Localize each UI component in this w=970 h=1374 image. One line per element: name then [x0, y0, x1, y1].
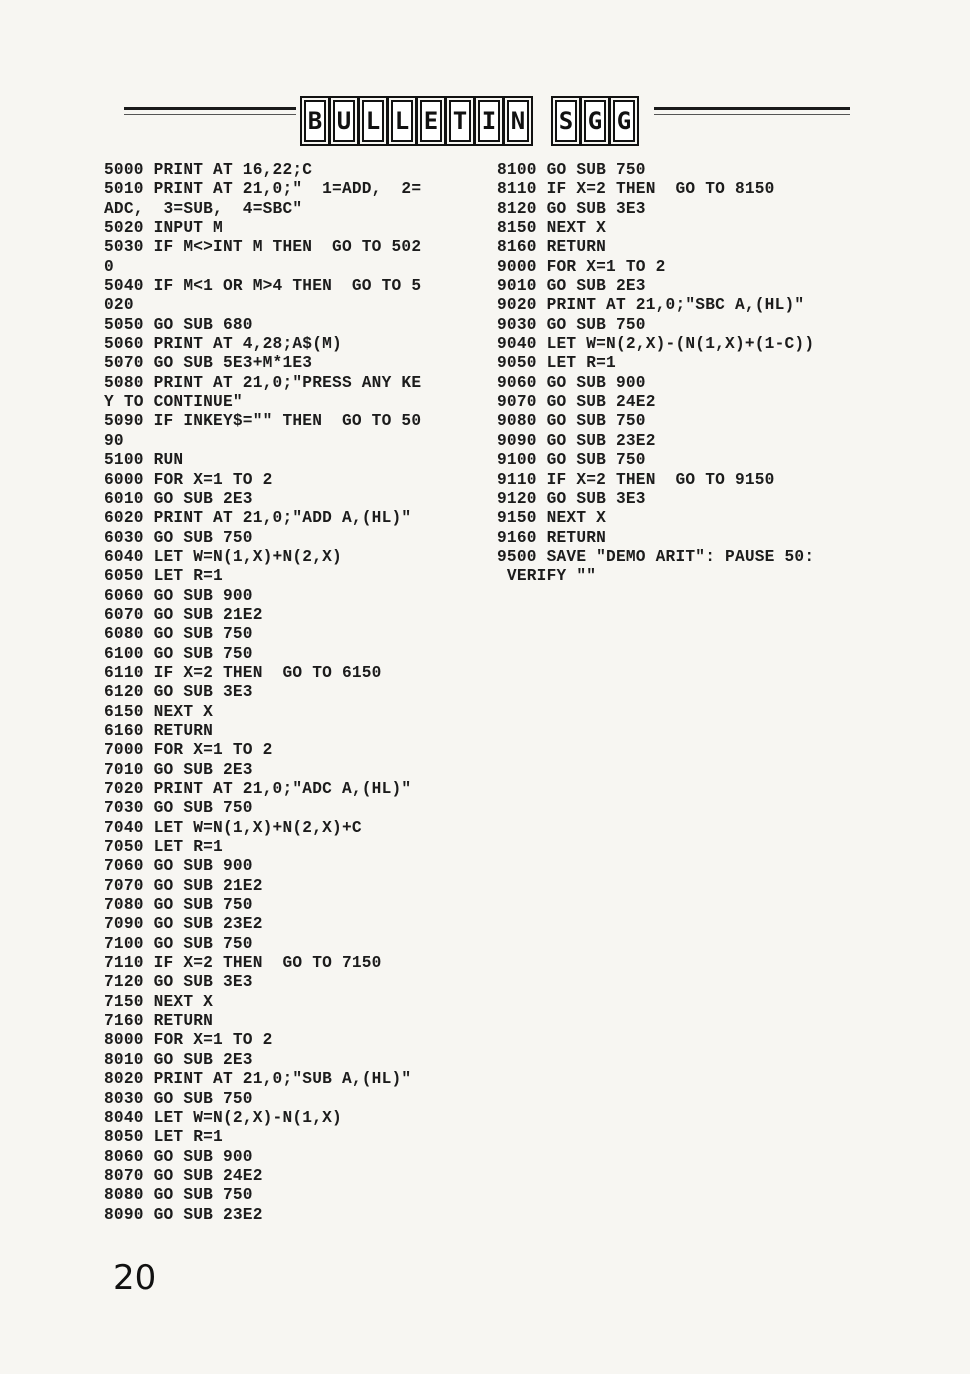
code-line: 9030 GO SUB 750 — [497, 315, 646, 334]
code-line: 7060 GO SUB 900 — [104, 857, 253, 876]
code-line: 7090 GO SUB 23E2 — [104, 915, 263, 934]
masthead-letter-tile: N — [507, 100, 529, 142]
code-line: 9040 LET W=N(2,X)-(N(1,X)+(1-C)) — [497, 335, 815, 354]
code-line: 7020 PRINT AT 21,0;"ADC A,(HL)" — [104, 780, 412, 798]
code-line: 5050 GO SUB 680 — [104, 315, 253, 334]
masthead-word — [302, 96, 531, 146]
code-line: 8000 FOR X=1 TO 2 — [104, 1031, 273, 1050]
code-line: 8020 PRINT AT 21,0;"SUB A,(HL)" — [104, 1070, 412, 1089]
code-line: 9110 IF X=2 THEN GO TO 9150 — [497, 470, 775, 489]
masthead-letter-tile: G — [613, 100, 635, 142]
code-listing-left-column — [104, 161, 489, 1225]
masthead-letter-tile: S — [555, 100, 577, 142]
masthead-letter-tile: G — [584, 100, 606, 142]
code-line: 0 — [104, 257, 114, 276]
page-number: 20 — [113, 1258, 157, 1298]
code-line: 9500 SAVE "DEMO ARIT": PAUSE 50: — [497, 547, 815, 566]
code-line: 7040 LET W=N(1,X)+N(2,X)+C — [104, 818, 362, 837]
code-line: 9150 NEXT X — [497, 509, 607, 528]
masthead-letter-tile: U — [333, 100, 355, 142]
code-line: 9160 RETURN — [497, 528, 607, 547]
masthead-letter-tile: B — [304, 100, 326, 142]
code-line: 6080 GO SUB 750 — [104, 625, 253, 644]
masthead-banner — [302, 96, 637, 146]
code-line: 9070 GO SUB 24E2 — [497, 393, 656, 412]
masthead-rule-right — [654, 107, 850, 110]
masthead-letter-tile: E — [420, 100, 442, 142]
masthead-letter-tile: I — [478, 100, 500, 142]
code-line: 7000 FOR X=1 TO 2 — [104, 741, 273, 760]
code-line: 8050 LET R=1 — [104, 1128, 223, 1147]
bulletin-masthead — [124, 96, 850, 146]
code-line: 020 — [104, 296, 134, 315]
code-line: 6020 PRINT AT 21,0;"ADD A,(HL)" — [104, 509, 412, 528]
code-line: 8040 LET W=N(2,X)-N(1,X) — [104, 1108, 342, 1127]
code-line: 8070 GO SUB 24E2 — [104, 1166, 263, 1185]
code-line: 5010 PRINT AT 21,0;" 1=ADD, 2= — [104, 180, 422, 199]
code-line: 5100 RUN — [104, 451, 184, 470]
code-line: 5090 IF INKEY$="" THEN GO TO 50 — [104, 412, 422, 431]
code-line: 5080 PRINT AT 21,0;"PRESS ANY KE — [104, 373, 422, 392]
code-line: 7010 GO SUB 2E3 — [104, 760, 253, 779]
code-line: 5070 GO SUB 5E3+M*1E3 — [104, 354, 313, 373]
code-line: 6000 FOR X=1 TO 2 — [104, 470, 273, 489]
code-line: 6110 IF X=2 THEN GO TO 6150 — [104, 663, 382, 682]
code-line: 9010 GO SUB 2E3 — [497, 277, 646, 296]
masthead-letter-tile: T — [449, 100, 471, 142]
code-line: 6060 GO SUB 900 — [104, 586, 253, 605]
masthead-rule-right-thin — [654, 114, 850, 115]
code-line: 6150 NEXT X — [104, 702, 214, 721]
code-line: 8090 GO SUB 23E2 — [104, 1205, 263, 1224]
code-listing-right-column — [497, 161, 887, 587]
code-line: 6100 GO SUB 750 — [104, 644, 253, 663]
code-line: 7030 GO SUB 750 — [104, 799, 253, 818]
masthead-letter-tile: L — [391, 100, 413, 142]
code-line: 8080 GO SUB 750 — [104, 1186, 253, 1205]
code-line: 90 — [104, 431, 124, 450]
code-line: 6160 RETURN — [104, 721, 214, 740]
masthead-rule-left-thin — [124, 114, 296, 115]
code-line: 7120 GO SUB 3E3 — [104, 973, 253, 992]
code-line: VERIFY "" — [497, 567, 597, 586]
code-line: 8060 GO SUB 900 — [104, 1147, 253, 1166]
code-line: 8120 GO SUB 3E3 — [497, 199, 646, 218]
code-line: 5040 IF M<1 OR M>4 THEN GO TO 5 — [104, 277, 422, 296]
code-line: 7110 IF X=2 THEN GO TO 7150 — [104, 954, 382, 973]
code-line: 5000 PRINT AT 16,22;C — [104, 161, 313, 179]
masthead-rule-left — [124, 107, 296, 110]
code-line: 7080 GO SUB 750 — [104, 896, 253, 915]
masthead-word — [553, 96, 637, 146]
code-line: 9020 PRINT AT 21,0;"SBC A,(HL)" — [497, 296, 805, 315]
code-line: 9100 GO SUB 750 — [497, 451, 646, 470]
code-line: 7050 LET R=1 — [104, 838, 223, 857]
code-line: 8030 GO SUB 750 — [104, 1089, 253, 1108]
code-line: 7070 GO SUB 21E2 — [104, 876, 263, 895]
masthead-letter-tile: L — [362, 100, 384, 142]
code-line: 9000 FOR X=1 TO 2 — [497, 257, 666, 276]
code-line: 9060 GO SUB 900 — [497, 373, 646, 392]
code-line: 6010 GO SUB 2E3 — [104, 489, 253, 508]
code-line: 6070 GO SUB 21E2 — [104, 605, 263, 624]
code-line: 7150 NEXT X — [104, 992, 214, 1011]
code-line: 5030 IF M<>INT M THEN GO TO 502 — [104, 238, 422, 257]
code-line: 5020 INPUT M — [104, 219, 223, 238]
code-line: 6040 LET W=N(1,X)+N(2,X) — [104, 547, 342, 566]
code-line: 7100 GO SUB 750 — [104, 934, 253, 953]
code-line: 8160 RETURN — [497, 238, 607, 257]
code-line: 6120 GO SUB 3E3 — [104, 683, 253, 702]
code-line: 8110 IF X=2 THEN GO TO 8150 — [497, 180, 775, 199]
code-line: Y TO CONTINUE" — [104, 393, 243, 412]
code-line: 6050 LET R=1 — [104, 567, 223, 586]
code-line: 6030 GO SUB 750 — [104, 528, 253, 547]
code-line: 8010 GO SUB 2E3 — [104, 1050, 253, 1069]
code-line: 9120 GO SUB 3E3 — [497, 489, 646, 508]
code-line: 8100 GO SUB 750 — [497, 161, 646, 179]
code-line: 5060 PRINT AT 4,28;A$(M) — [104, 335, 342, 354]
code-line: ADC, 3=SUB, 4=SBC" — [104, 199, 303, 218]
code-line: 8150 NEXT X — [497, 219, 607, 238]
code-line: 9080 GO SUB 750 — [497, 412, 646, 431]
code-line: 9050 LET R=1 — [497, 354, 616, 373]
code-line: 7160 RETURN — [104, 1012, 214, 1031]
code-line: 9090 GO SUB 23E2 — [497, 431, 656, 450]
